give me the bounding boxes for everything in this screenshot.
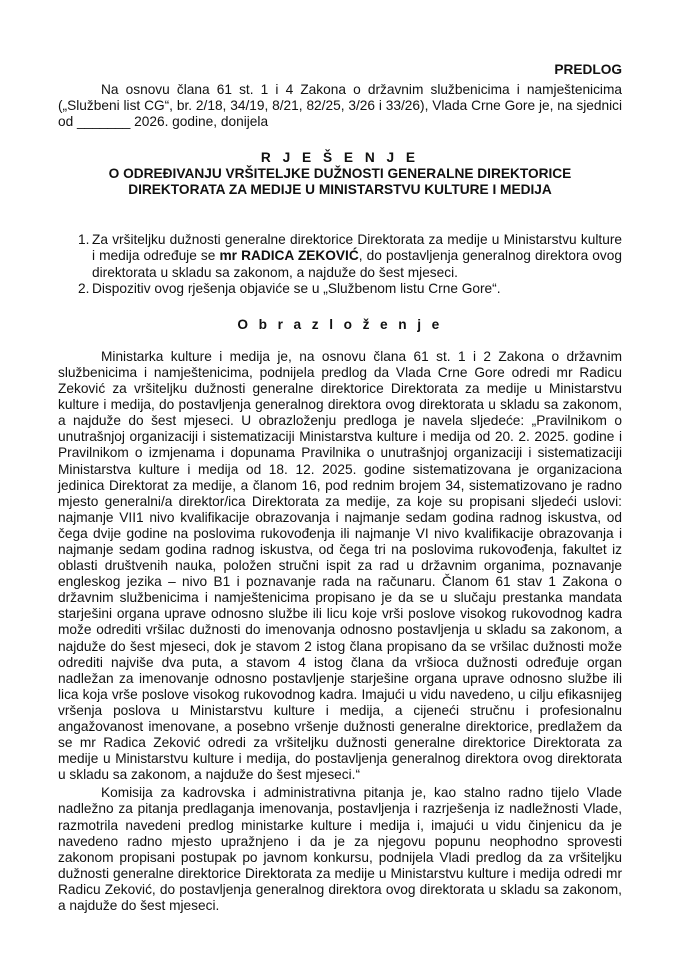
list-item-text-before: Za vršiteljku dužnosti generalne direktorice Direktorata za medije u Ministarstvu kulture i medija određuje se bbox=[92, 232, 622, 264]
list-item bbox=[58, 232, 622, 280]
decision-title bbox=[58, 150, 622, 198]
reasoning-paragraph-1: Ministarka kulture i medija je, na osnovu člana 61 st. 1 i 2 Zakona o državnim službenicima i namještenicima, podnijela predlog da Vlada Crne Gore odredi mr Radicu Zeković za vršiteljku dužnosti generalne direktorice Direktorata za medije u Ministarstvu kulture i medija, do postavljenja generalnog direktora ovog direktorata u skladu sa zakonom, a najduže do šest mjeseci. U obrazloženju predloga je navela sljedeće: „Pravilnikom o unutrašnjoj organizaciji i sistematizaciji Ministarstva kulture i medija od 20. 2. 2025. godine i Pravilnikom o izmjenama i dopunama Pravilnika o unutrašnjoj organizaciji i sistematizaciji Ministarstva kulture i medija od 18. 12. 2025. godine sistematizovana je organizaciona jedinica Direktorat za medije, a članom 16, pod rednim brojem 34, sistematizovano je radno mjesto generalni/a direktor/ica Direktorata za medije, za koje su propisani sljedeći uslovi: najmanje VII1 nivo kvalifikacije obrazovanja i najmanje sedam godina radnog iskustva, od čega dvije godine na poslovima rukovođenja ili najmanje VI nivo kvalifikacije obrazovanja i najmanje sedam godina radnog iskustva, od čega tri na poslovima rukovođenja, fakultet iz oblasti društvenih nauka, položen stručni ispit za rad u državnim organima, poznavanje engleskog jezika – nivo B1 i poznavanje rada na računaru. Članom 61 stav 1 Zakona o državnim službenicima i namještenicima propisano je da se u slučaju prestanka mandata starješini organa uprave odnosno službe ili licu koje vrši poslove visokog rukovodnog kadra može odrediti vršilac dužnosti do imenovanja odnosno postavljenja u skladu sa zakonom, a najduže do šest mjeseci, dok je stavom 2 istog člana propisano da se vršilac dužnosti može odrediti najviše dva puta, a stavom 4 istog člana da vršioca dužnosti određuje organ nadležan za imenovanje odnosno postavljenje starješine organa uprave odnosno službe ili lica koja vrše poslove visokog rukovodnog kadra. Imajući u vidu navedeno, u cilju efikasnijeg vršenja poslova u Ministarstvu kulture i medija, a cijeneći stručnu i profesionalnu angažovanost imenovane, a posebno vršenje dužnosti generalne direktorice, predlažem da se mr Radica Zeković odredi za vršiteljku dužnosti generalne direktorice Direktorata za medije u Ministarstvu kulture i medija, do postavljenja generalnog direktora ovog direktorata u skladu sa zakonom, a najduže do šest mjeseci.“ bbox=[58, 348, 622, 783]
list-item-text: Dispozitiv ovog rješenja objaviće se u „Službenom listu Crne Gore“. bbox=[92, 280, 501, 296]
predlog-label: PREDLOG bbox=[554, 62, 622, 77]
dispositive-list bbox=[58, 232, 622, 296]
list-item-number: 2. bbox=[78, 280, 90, 296]
list-item-text-after: , do postavljenja generalnog direktora ovog direktorata u skladu sa zakonom, a najduže do šest mjeseci. bbox=[92, 248, 622, 280]
list-item-number: 1. bbox=[78, 232, 90, 248]
obrazlozenje-heading: O b r a z l o ž e n j e bbox=[237, 316, 443, 332]
document-page bbox=[58, 62, 622, 914]
title-rjesenje: R J E Š E N J E bbox=[260, 150, 420, 166]
title-line-3: DIREKTORATA ZA MEDIJE U MINISTARSTVU KULTURE I MEDIJA bbox=[128, 182, 552, 198]
list-item bbox=[58, 281, 622, 297]
title-line-2: O ODREĐIVANJU VRŠITELJKE DUŽNOSTI GENERALNE DIREKTORICE bbox=[108, 166, 572, 182]
reasoning-paragraph-2: Komisija za kadrovska i administrativna pitanja je, kao stalno radno tijelo Vlade nadležno za pitanja predlaganja imenovanja, postavljenja i razrješenja iz nadležnosti Vlade, razmotrila navedeni predlog ministarke kulture i medija i, imajući u vidu činjenicu da je navedeno radno mjesto upražnjeno i da je za njegovu popunu neophodno sprovesti zakonom propisani postupak po javnom konkursu, podnijela Vladi predlog da za vršiteljku dužnosti generalne direktorice Direktorata za medije u Ministarstvu kulture i medija odredi mr Radicu Zeković, do postavljenja generalnog direktora ovog direktorata u skladu sa zakonom, a najduže do šest mjeseci. bbox=[58, 785, 622, 914]
list-item-name-bold: mr RADICA ZEKOVIĆ bbox=[219, 248, 359, 264]
intro-paragraph: Na osnovu člana 61 st. 1 i 4 Zakona o državnim službenicima i namještenicima („Službeni list CG“, br. 2/18, 34/19, 8/21, 82/25, 3/26 i 33/26), Vlada Crne Gore je, na sjednici od _______ 2026. godine, donijela bbox=[58, 82, 622, 130]
